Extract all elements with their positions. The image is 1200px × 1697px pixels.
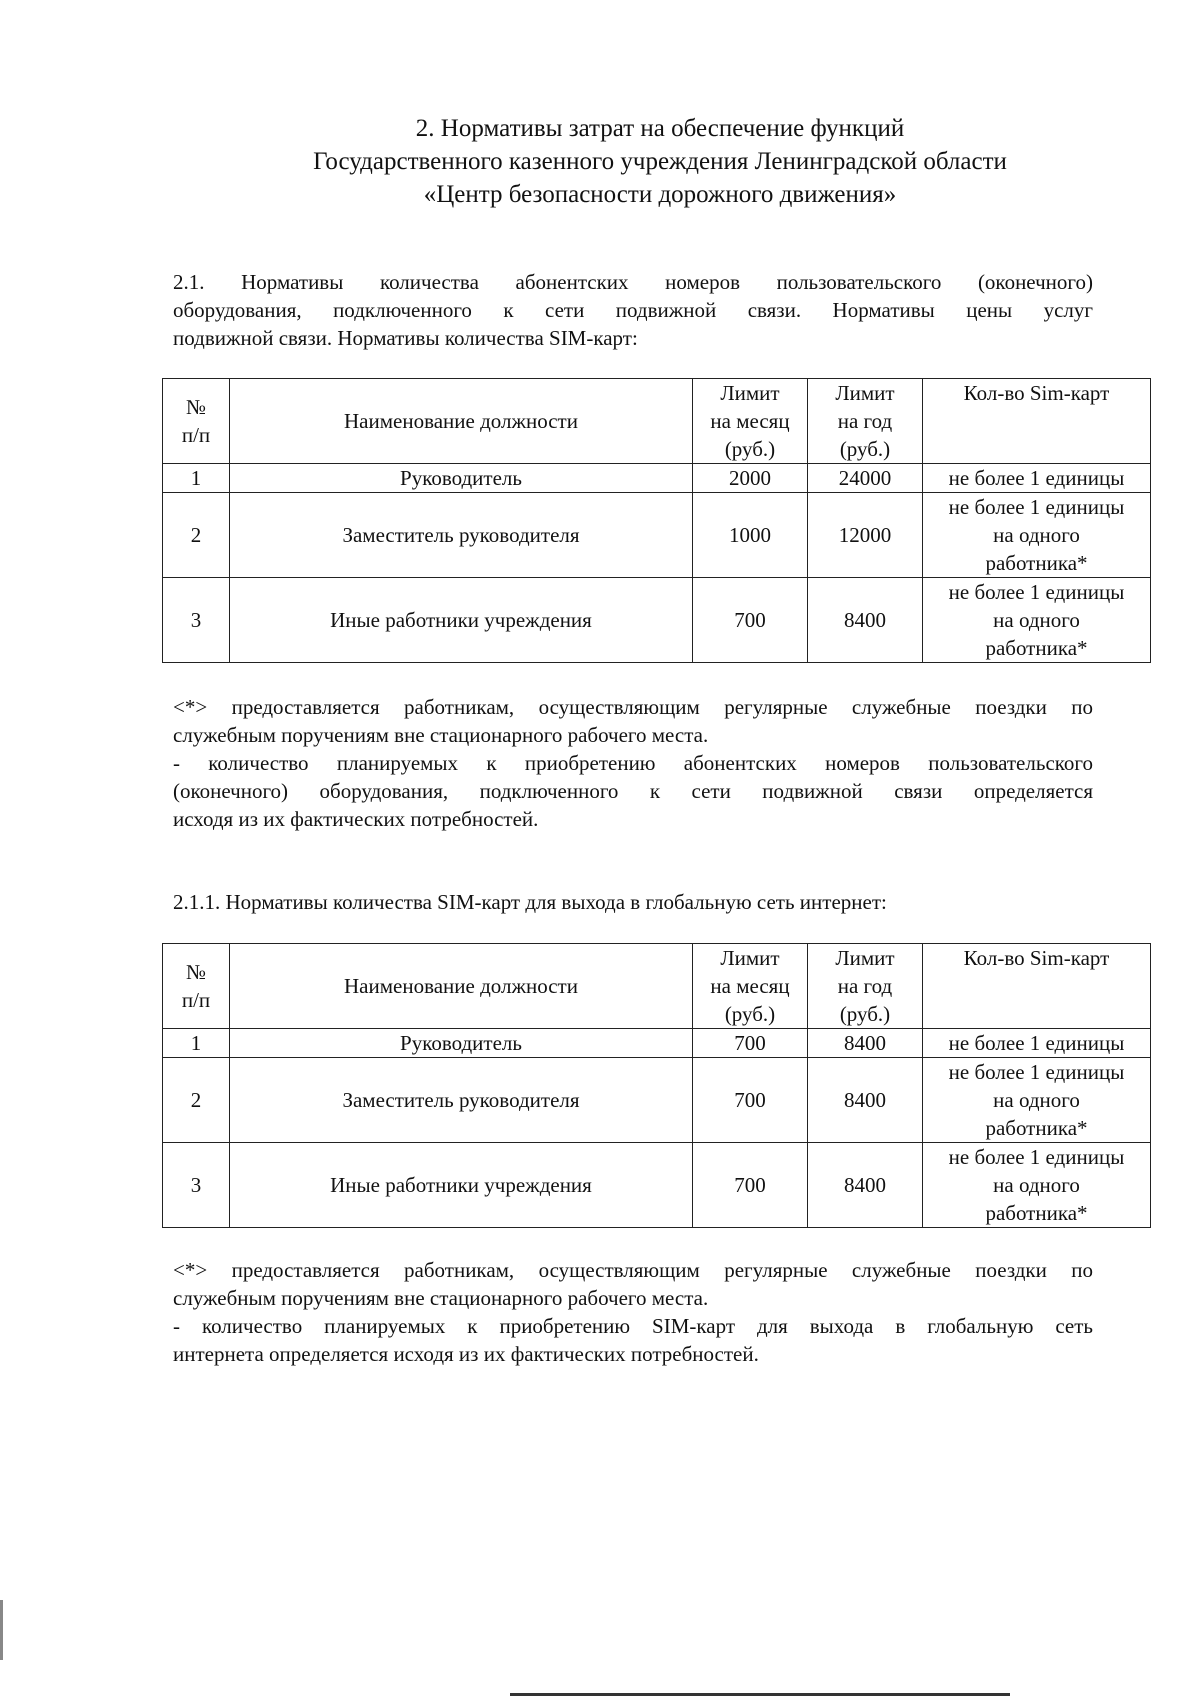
header-sim-count: Кол-во Sim-карт [923,379,1151,464]
cell-sim: не более 1 единицы на одного работника* [923,1143,1151,1228]
page-bottom-rule [510,1693,1010,1696]
note-line: <*> предоставляется работникам, осуществляющим регулярные служебные поездки по [173,1258,1093,1282]
cell-num: 1 [163,1029,230,1058]
cell-num: 2 [163,493,230,578]
intro-line: 2.1. Нормативы количества абонентских номеров пользовательского (оконечного) [173,270,1093,294]
section-1-notes [173,693,1093,833]
title-line-1: 2. Нормативы затрат на обеспечение функций [415,115,905,142]
cell-sim: не более 1 единицы на одного работника* [923,1058,1151,1143]
cell-num: 3 [163,578,230,663]
cell-year: 12000 [808,493,923,578]
cell-year: 24000 [808,464,923,493]
cell-sim: не более 1 единицы [923,464,1151,493]
sim-norms-table-2 [162,943,1151,1228]
cell-month: 700 [693,1058,808,1143]
header-position: Наименование должности [230,379,693,464]
cell-sim: не более 1 единицы [923,1029,1151,1058]
table-row [163,1143,1151,1228]
cell-position: Заместитель руководителя [230,493,693,578]
header-month-limit: Лимит на месяц (руб.) [693,944,808,1029]
intro-line: подвижной связи. Нормативы количества SIM-карт: [173,326,638,350]
table-row [163,1058,1151,1143]
table-header-row [163,379,1151,464]
note-line: <*> предоставляется работникам, осуществляющим регулярные служебные поездки по [173,695,1093,719]
table-row [163,1029,1151,1058]
cell-month: 2000 [693,464,808,493]
document-title [160,112,1160,211]
cell-sim: не более 1 единицы на одного работника* [923,578,1151,663]
cell-month: 1000 [693,493,808,578]
header-year-limit: Лимит на год (руб.) [808,379,923,464]
cell-month: 700 [693,1029,808,1058]
cell-position: Руководитель [230,464,693,493]
cell-position: Иные работники учреждения [230,1143,693,1228]
header-num: № п/п [163,379,230,464]
cell-year: 8400 [808,1058,923,1143]
section-2-notes [173,1256,1093,1368]
cell-month: 700 [693,1143,808,1228]
intro-line: оборудования, подключенного к сети подвижной связи. Нормативы цены услуг [173,298,1093,322]
header-num: № п/п [163,944,230,1029]
header-year-limit: Лимит на год (руб.) [808,944,923,1029]
note-line: служебным поручениям вне стационарного рабочего места. [173,1286,709,1310]
note-line: (оконечного) оборудования, подключенного к сети подвижной связи определяется [173,779,1093,803]
header-position: Наименование должности [230,944,693,1029]
section-1-intro [173,268,1093,352]
cell-position: Иные работники учреждения [230,578,693,663]
cell-num: 2 [163,1058,230,1143]
cell-year: 8400 [808,578,923,663]
note-line: исходя из их фактических потребностей. [173,807,539,831]
cell-position: Заместитель руководителя [230,1058,693,1143]
table-row [163,464,1151,493]
note-line: интернета определяется исходя из их фактических потребностей. [173,1342,759,1366]
table-row [163,493,1151,578]
cell-year: 8400 [808,1143,923,1228]
cell-sim: не более 1 единицы на одного работника* [923,493,1151,578]
cell-year: 8400 [808,1029,923,1058]
header-month-limit: Лимит на месяц (руб.) [693,379,808,464]
sim-norms-table-1 [162,378,1151,663]
cell-position: Руководитель [230,1029,693,1058]
title-line-3: «Центр безопасности дорожного движения» [423,181,897,208]
table-row [163,578,1151,663]
header-sim-count: Кол-во Sim-карт [923,944,1151,1029]
note-line: служебным поручениям вне стационарного рабочего места. [173,723,709,747]
table-header-row [163,944,1151,1029]
section-2-heading: 2.1.1. Нормативы количества SIM-карт для выхода в глобальную сеть интернет: [173,890,887,914]
note-line: - количество планируемых к приобретению SIM-карт для выхода в глобальную сеть [173,1314,1093,1338]
scan-edge-mark [0,1600,3,1660]
cell-num: 1 [163,464,230,493]
note-line: - количество планируемых к приобретению абонентских номеров пользовательского [173,751,1093,775]
cell-num: 3 [163,1143,230,1228]
title-line-2: Государственного казенного учреждения Ленинградской области [313,148,1007,175]
cell-month: 700 [693,578,808,663]
